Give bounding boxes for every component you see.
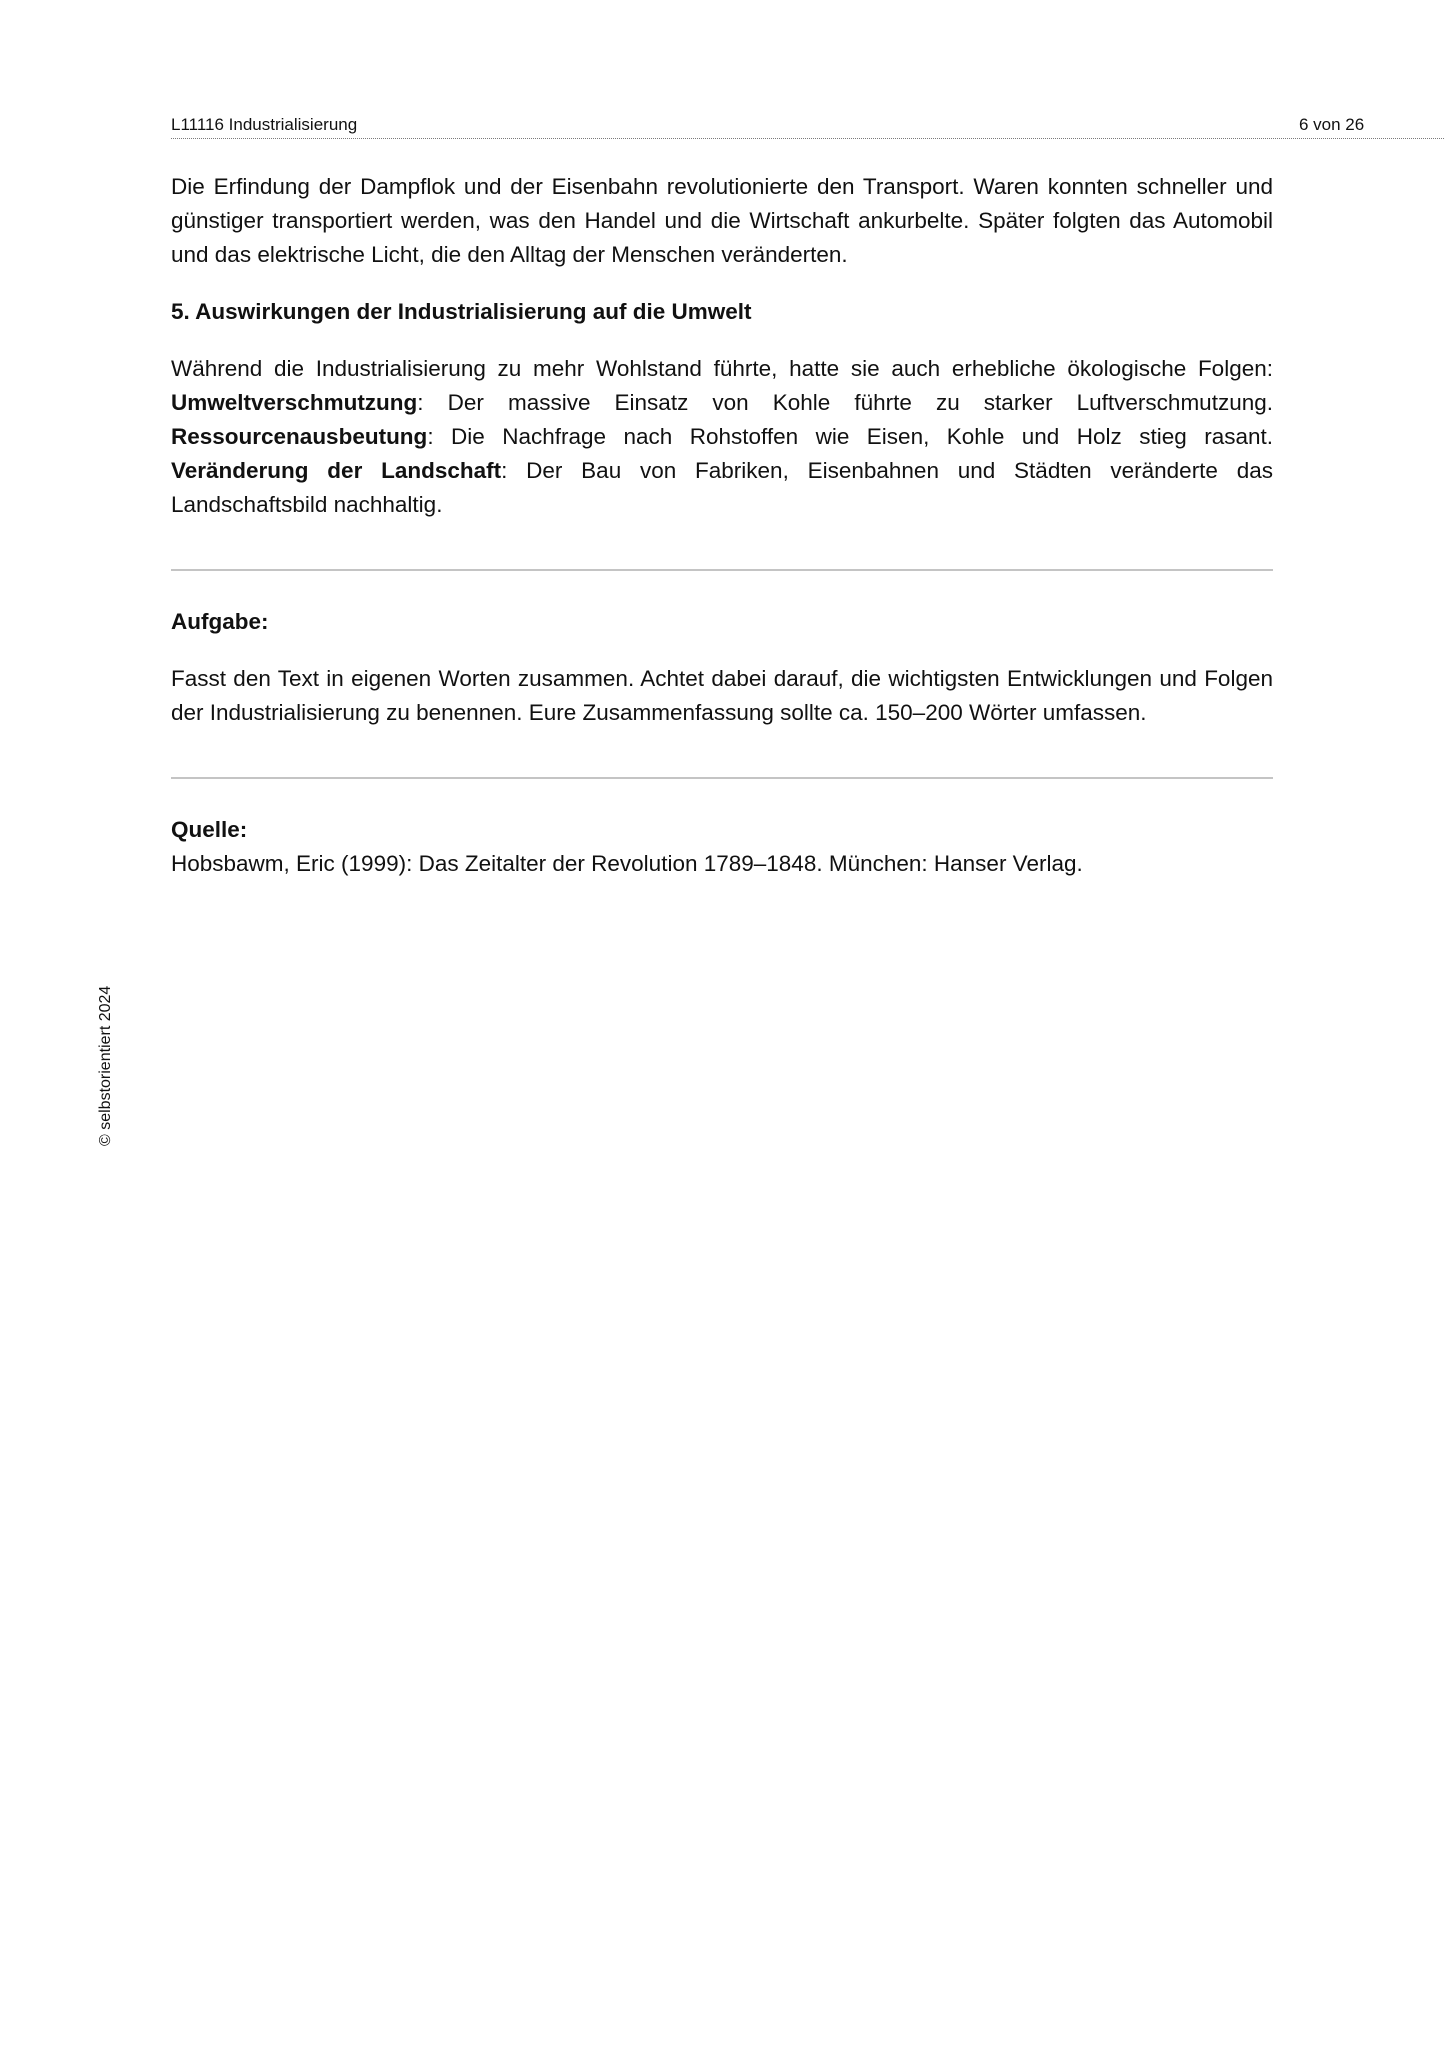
page-header <box>171 115 1444 139</box>
effect-term-resources: Ressourcenausbeutung <box>171 424 428 449</box>
environment-intro: Während die Industrialisierung zu mehr Wohlstand führte, hatte sie auch erhebliche ökologische Folgen: <box>171 356 1273 381</box>
main-content <box>171 170 1273 881</box>
effect-text-landscape: : Der Bau von Fabriken, Eisenbahnen und Städten veränderte das Landschaftsbild nachhaltig. <box>171 458 1273 517</box>
effect-text-resources: : Die Nachfrage nach Rohstoffen wie Eisen, Kohle und Holz stieg rasant. <box>427 424 1273 449</box>
copyright-note: © selbstorientiert 2024 <box>97 985 114 1146</box>
task-heading: Aufgabe: <box>171 609 269 634</box>
source-citation: Hobsbawm, Eric (1999): Das Zeitalter der Revolution 1789–1848. München: Hanser Verlag. <box>171 851 1083 876</box>
effect-term-landscape: Veränderung der Landschaft <box>171 458 502 483</box>
environment-paragraph <box>171 352 1273 522</box>
task-text: Fasst den Text in eigenen Worten zusammen. Achtet dabei darauf, die wichtigsten Entwicklungen und Folgen der Industrialisierung zu benennen. Eure Zusammenfassung sollte ca. 150–200 Wörter umfassen. <box>171 666 1273 725</box>
source-heading: Quelle: <box>171 817 248 842</box>
page-number: 6 von 26 <box>1299 115 1365 134</box>
effect-term-pollution: Umweltverschmutzung <box>171 390 418 415</box>
section-heading: 5. Auswirkungen der Industrialisierung auf die Umwelt <box>171 299 752 324</box>
document-title: L11116 Industrialisierung <box>171 115 358 134</box>
intro-paragraph: Die Erfindung der Dampflok und der Eisenbahn revolutionierte den Transport. Waren konnten schneller und günstiger transportiert werden, was den Handel und die Wirtschaft ankurbelte. Später folgten das Automobil und das elektrische Licht, die den Alltag der Menschen veränderten. <box>171 174 1273 267</box>
effect-text-pollution: : Der massive Einsatz von Kohle führte zu starker Luftverschmutzung. <box>417 390 1273 415</box>
